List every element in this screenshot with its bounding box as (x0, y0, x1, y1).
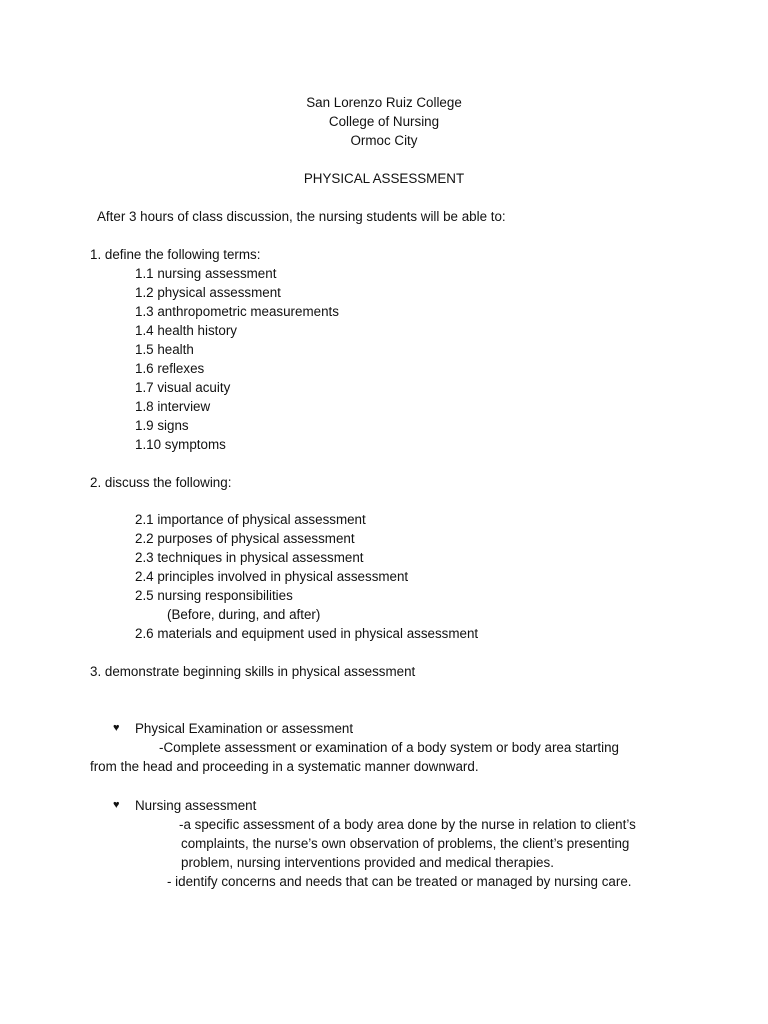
definition-term: Physical Examination or assessment (135, 721, 354, 736)
objective-1-item: 1.6 reflexes (135, 361, 205, 376)
city-name: Ormoc City (350, 133, 418, 148)
definition-line: problem, nursing interventions provided and medical therapies. (181, 855, 554, 870)
definition-line: complaints, the nurse’s own observation of problems, the client’s presenting (181, 836, 630, 851)
objective-2-item: 2.3 techniques in physical assessment (135, 550, 364, 565)
objective-1-item: 1.5 health (135, 342, 194, 357)
intro-text: After 3 hours of class discussion, the nursing students will be able to: (97, 209, 506, 224)
objective-2-subnote: (Before, during, and after) (167, 607, 321, 622)
definition-line: - identify concerns and needs that can be treated or managed by nursing care. (167, 874, 632, 889)
objective-2-item: 2.4 principles involved in physical assessment (135, 569, 409, 584)
objective-1-label: 1. define the following terms: (90, 247, 261, 262)
objective-3-label: 3. demonstrate beginning skills in physical assessment (90, 664, 416, 679)
objective-1-item: 1.8 interview (135, 399, 211, 414)
definition-line: from the head and proceeding in a systematic manner downward. (90, 759, 479, 774)
definition-term: Nursing assessment (135, 798, 257, 813)
objective-2-item: 2.6 materials and equipment used in physical assessment (135, 626, 479, 641)
heart-icon: ♥ (113, 799, 120, 811)
objective-1-item: 1.1 nursing assessment (135, 266, 277, 281)
objective-2-item: 2.2 purposes of physical assessment (135, 531, 355, 546)
objective-1-item: 1.2 physical assessment (135, 285, 281, 300)
objective-1-item: 1.4 health history (135, 323, 237, 338)
objective-1-item: 1.3 anthropometric measurements (135, 304, 339, 319)
objective-2-item: 2.5 nursing responsibilities (135, 588, 293, 603)
definition-line: -a specific assessment of a body area done by the nurse in relation to client’s (179, 817, 636, 832)
definition-line: -Complete assessment or examination of a body system or body area starting (159, 740, 619, 755)
document-title: PHYSICAL ASSESSMENT (303, 171, 465, 186)
institution-name: San Lorenzo Ruiz College (306, 95, 462, 110)
objective-1-item: 1.9 signs (135, 418, 189, 433)
objective-1-item: 1.7 visual acuity (135, 380, 231, 395)
college-name: College of Nursing (328, 114, 440, 129)
heart-icon: ♥ (113, 722, 120, 734)
objective-2-label: 2. discuss the following: (90, 475, 232, 490)
objective-1-item: 1.10 symptoms (135, 437, 226, 452)
objective-2-item: 2.1 importance of physical assessment (135, 512, 366, 527)
